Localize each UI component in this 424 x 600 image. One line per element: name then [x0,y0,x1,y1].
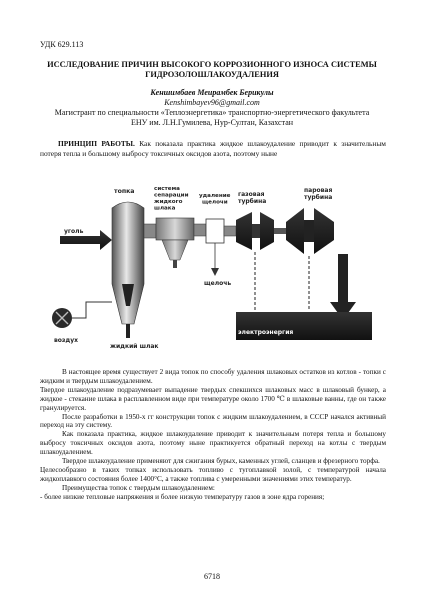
lead-paragraph [40,139,386,158]
slag-outlet [126,324,130,338]
body-paragraph: - более низкие тепловые напряжения и более низкую температуру газов в зоне ядра горения; [40,492,325,501]
body-paragraph: Твердое шлакоудаление применяют для сжигания бурых, каменных углей, сланцев и фрезерного торфа. [62,457,380,466]
label-separation-1: система [154,186,180,192]
lead-text: Как показала практика жидкое шлакоудаление приводит к значительным потеря тепла и большому выбросу токсичных оксидов азота, поэтому ныне [40,139,386,158]
steam-turbine [286,208,304,254]
slag-separator [156,218,194,240]
body-paragraph: После разработки в 1950-х гг конструкции топок с жидким шлакоудалением, в СССР начался активный переход на эту систему. [40,412,386,430]
label-air: воздух [54,337,79,344]
body-paragraph: В настоящее время существует 2 вида топок по способу удаления шлаковых остатков из котлов - топки с жидким и твердым шлакоудалением. [40,368,386,385]
body-paragraph: Целесообразно в таких топках использовать топливо с тугоплавкой золой, с температурой начала жидкоплавкого состояния более 1400°С, а также топлива с умеренными значениями этих температур. [40,465,386,483]
author-block [34,88,390,128]
process-diagram-svg [42,184,382,364]
udk-code: УДК 629.113 [40,40,84,49]
body-paragraph: Преимущества топок с твердым шлакоудалением: [62,483,215,492]
section-heading: ПРИНЦИП РАБОТЫ. [58,139,135,148]
air-line [72,302,112,318]
process-diagram [42,184,382,364]
paper-title: ИССЛЕДОВАНИЕ ПРИЧИН ВЫСОКОГО КОРРОЗИОННОГО ИЗНОСА СИСТЕМЫ ГИДРОЗОЛОШЛАКОУДАЛЕНИЯ [47,60,377,79]
label-coal: уголь [64,228,84,235]
label-topka: топка [114,188,135,195]
label-alkali-1: удаление [199,193,231,199]
label-gas-turbine-2: турбина [238,198,267,205]
alkali-removal-unit [206,219,224,243]
label-separation-3: жидкого [154,199,183,205]
label-electricity: электроэнергия [238,329,294,336]
label-separation-4: шлака [154,205,176,212]
body-paragraph: Как показала практика, жидкое шлакоудаление приводит к значительным потеря тепла и большому выбросу токсичных оксидов азота, поэтому ныне практикуется обратный переход на котлы с твердым шлакоудалением. [40,430,386,457]
page-number: 6718 [204,572,220,581]
label-separation-2: сепарации [154,192,189,199]
label-steam-turbine-2: турбина [304,194,333,201]
body-text [40,368,386,502]
label-gas-turbine-1: газовая [238,191,265,198]
exhaust-arrow [338,254,348,306]
author-email: Kenshimbayev96@gmail.com [164,98,260,107]
author-affiliation-2: ЕНУ им. Л.Н.Гумилева, Нур-Султан, Казахстан [130,118,294,127]
label-alkali-2: щелочи [202,199,228,206]
label-alkali-out: щелочь [204,280,232,287]
label-liquid-slag: жидкий шлак [110,343,159,350]
gas-turbine [236,212,252,250]
body-paragraph: Твердое шлакоудаление подразумевает выпадение твердых спекшихся шлаковых масс в шлаковый бункер, а жидкое - стекание шлака в расплавленном виде при температуре около 1700 ℃ в шлаковые ванны, где он также гранулируется. [40,385,386,412]
author-name: Кеншимбаев Меирамбек Берикулы [150,88,274,97]
label-steam-turbine-1: паровая [304,187,333,194]
author-affiliation-1: Магистрант по специальности «Теплоэнергетика» транспортно-энергетического факультета [54,108,370,117]
